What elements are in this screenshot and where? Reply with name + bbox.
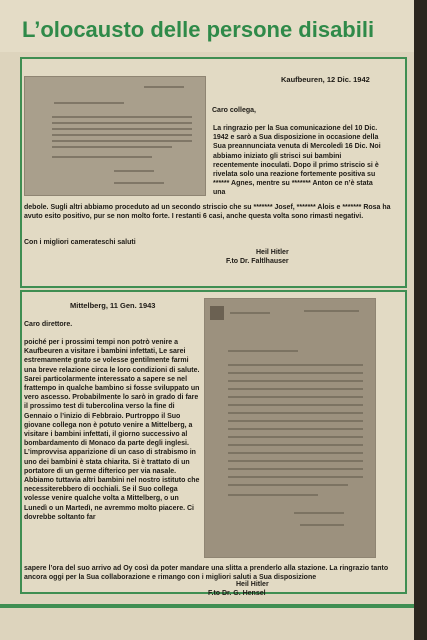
letter1-sign-line1: Heil Hitler xyxy=(256,249,289,256)
letter1-body-right: La ringrazio per la Sua comunicazione del 10 Dic. 1942 e sarò a Sua disposizione in occasione della Sua preannunciata venuta di Mercoledì 16 Dic. Noi abbiamo iniziato gli strisci sui bambini recentemente inoculati. Dopo il primo striscio si è rivelata solo una reazione fortemente positiva su ****** Agnes, mentre su ******* Anton ce n’è stata una xyxy=(213,125,381,197)
letter2-greeting: Caro direttore. xyxy=(24,321,73,328)
original-letter-photo-1 xyxy=(24,76,206,196)
bottom-rule xyxy=(0,604,414,608)
letterhead-emblem xyxy=(210,306,224,320)
letter2-sign-line2: F.to Dr. G. Hensel xyxy=(208,590,266,597)
letter2-sign-line1: Heil Hitler xyxy=(236,581,269,588)
letter1-sign-line2: F.to Dr. Faltlhauser xyxy=(226,258,289,265)
letter2-body-full: sapere l’ora del suo arrivo ad Oy così da poter mandare una slitta a prenderlo alla stazione. La ringrazio tanto ancora oggi per la Sua collaborazione e rimango con i migliori saluti a Sua disposizione xyxy=(24,565,389,581)
letter2-place-date: Mittelberg, 11 Gen. 1943 xyxy=(70,301,156,310)
letter1-closing: Con i migliori camerateschi saluti xyxy=(24,239,136,246)
original-letter-photo-2 xyxy=(204,298,376,558)
letter2-body-left: poiché per i prossimi tempi non potrò venire a Kaufbeuren a visitare i bambini infettati, Le sarei estremamente grato se volesse gentilmente farmi una breve relazione circa le loro condizioni di salute. Sarei particolarmente interessato a sapere se nel frattempo in qualche bambino si fosse sviluppato un vero ascesso. Probabilmente lo sarò in grado di fare il prossimo test di tubercolina verso la fine di Gennaio o l’inizio di Febbraio. Purtroppo il Suo giovane collega non è potuto venire a Mittelberg, a visitare i bambini infettati, il giorno successivo al bombardamento di Monaco da parte degli inglesi. L’improvvisa apparizione di un caso di strabismo in uno dei bambini è stata chiarita. Si è trattato di un portatore di un germe difterico per via nasale. Abbiamo tuttavia altri bambini nel nostro istituto che necessiterebbero di occhiali. Se il Suo collega volesse venire qualche volta a Mittelberg, o un Lunedì o un Martedì, ne avremmo molto piacere. Ci dovrebbe soltanto far xyxy=(24,339,200,521)
page-title: L’olocausto delle persone disabili xyxy=(22,17,375,42)
title-bar xyxy=(0,0,414,52)
letter1-greeting: Caro collega, xyxy=(212,107,256,114)
board-frame-edge xyxy=(414,0,427,640)
letter1-body-full: debole. Sugli altri abbiamo proceduto ad un secondo striscio che su ******* Josef, ******* Alois e ******* Rosa ha avuto esito positivo, pur se non molto forte. I restanti 6 casi, anche questa volta sono rimasti negativi. xyxy=(24,204,391,221)
letter1-place-date: Kaufbeuren, 12 Dic. 1942 xyxy=(281,75,370,84)
